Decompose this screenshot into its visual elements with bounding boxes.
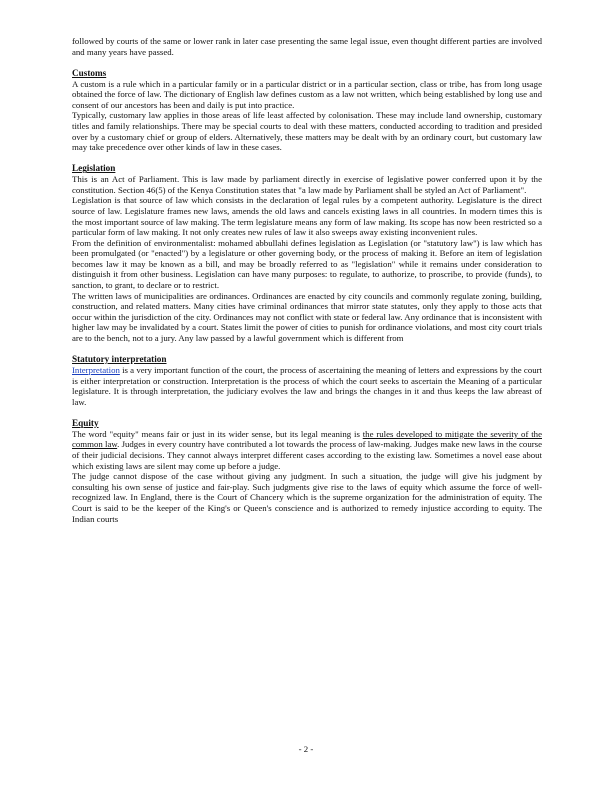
customs-heading: Customs <box>72 67 107 78</box>
legislation-paragraph-4: The written laws of municipalities are ordinances. Ordinances are enacted by city councils and commonly regulate zoning, building, construction, and related matters. Many cities have criminal ordinances that mirror state statutes, only they apply to those acts that occur within the jurisdiction of the city. Ordinances may not conflict with state or federal law. Any ordinance that is inconsistent with higher law may be invalidated by a court. States limit the power of cities to punish for ordinance violations, and most city court trials are to the bench, not to a jury. Any law passed by a lawful government which is different from <box>72 290 542 344</box>
page-number: - 2 - <box>298 744 314 754</box>
legislation-paragraph-1: This is an Act of Parliament. This is law made by parliament directly in exercise of legislative power conferred upon it by the constitution. Section 46(5) of the Kenya Constitution states that "a law made by Parliament shall be styled an Act of Parliament". <box>72 174 542 195</box>
intro-paragraph: followed by courts of the same or lower rank in later case presenting the same legal issue, even thought different parties are involved and many years have passed. <box>72 36 542 57</box>
customs-paragraph-1: A custom is a rule which in a particular family or in a particular district or in a particular section, class or tribe, has from long usage obtained the force of law. The dictionary of English law defines custom as a law not written, which being established by long use and consent of our ancestors has been and daily is put into practice. <box>72 78 542 110</box>
statutory-interpretation-text: is a very important function of the court, the process of ascertaining the meaning of letters and expressions by the court is either interpretation or construction. Interpretation is the process of which the court seeks to ascertain the Meaning of a particular legislature. It is through interpretation, the judiciary evolves the law and brings the changes in it and thus keeps the law abreast of law. <box>72 365 542 407</box>
equity-underlined-definition: the rules developed to mitigate the severity of the common law <box>72 428 542 450</box>
legislation-paragraph-2: Legislation is that source of law which consists in the declaration of legal rules by a competent authority. Legislature is the direct source of law. Legislature frames new laws, amends the old laws and cancels existing laws in all countries. In modern times this is the most important source of law making. The term legislature means any form of law making. Its scope has now been restricted so a particular form of law making. It not only creates new rules of law it also sweeps away existing inconvenient rules. <box>72 195 542 238</box>
document-page <box>72 36 542 524</box>
statutory-interpretation-paragraph <box>72 365 542 407</box>
legislation-heading: Legislation <box>72 163 116 174</box>
legislation-paragraph-3: From the definition of environmentalist: mohamed abbullahi defines legislation as Legislation (or "statutory law") is law which has been promulgated (or "enacted") by a legislature or other governing body, or the process of making it. Before an item of legislation becomes law it may be known as a bill, and may be broadly referred to as "legislation" while it remains under consideration to distinguish it from other business. Legislation can have many purposes: to regulate, to authorize, to proscribe, to provide (funds), to sanction, to grant, to declare or to restrict. <box>72 237 542 291</box>
equity-text-end: . Judges in every country have contributed a lot towards the process of law-making. Judges make new laws in the course of their judicial decisions. They cannot always interpret different cases according to the existing law. Sometimes a novel ease about which existing laws are silent may come up before a judge. <box>72 439 542 471</box>
equity-paragraph-2: The judge cannot dispose of the case without giving any judgment. In such a situation, the judge will give his judgment by consulting his own sense of justice and fair-play. Such judgments give rise to the laws of equity which assume the force of well- recognized law. In England, there is the Court of Chancery which is the supreme organization for the administration of equity. The Court is said to be the keeper of the King's or Queen's conscience and is authorized to remedy injustice according to equity. The Indian courts <box>72 471 542 524</box>
interpretation-link[interactable]: Interpretation <box>72 365 120 376</box>
customs-paragraph-2: Typically, customary law applies in those areas of life least affected by colonisation. These may include land ownership, customary titles and family relationships. There may be special courts to deal with these matters, conducted according to tradition and presided over by a customary chief or group of elders. Alternatively, these matters may be dealt with by an ordinary court, but customary law may take precedence over other kinds of law in these cases. <box>72 110 542 153</box>
equity-paragraph-1 <box>72 429 542 471</box>
statutory-interpretation-heading: Statutory interpretation <box>72 354 167 365</box>
equity-text-start: The word "equity" means fair or just in its wider sense, but its legal meaning is <box>72 428 363 439</box>
equity-heading: Equity <box>72 417 99 428</box>
